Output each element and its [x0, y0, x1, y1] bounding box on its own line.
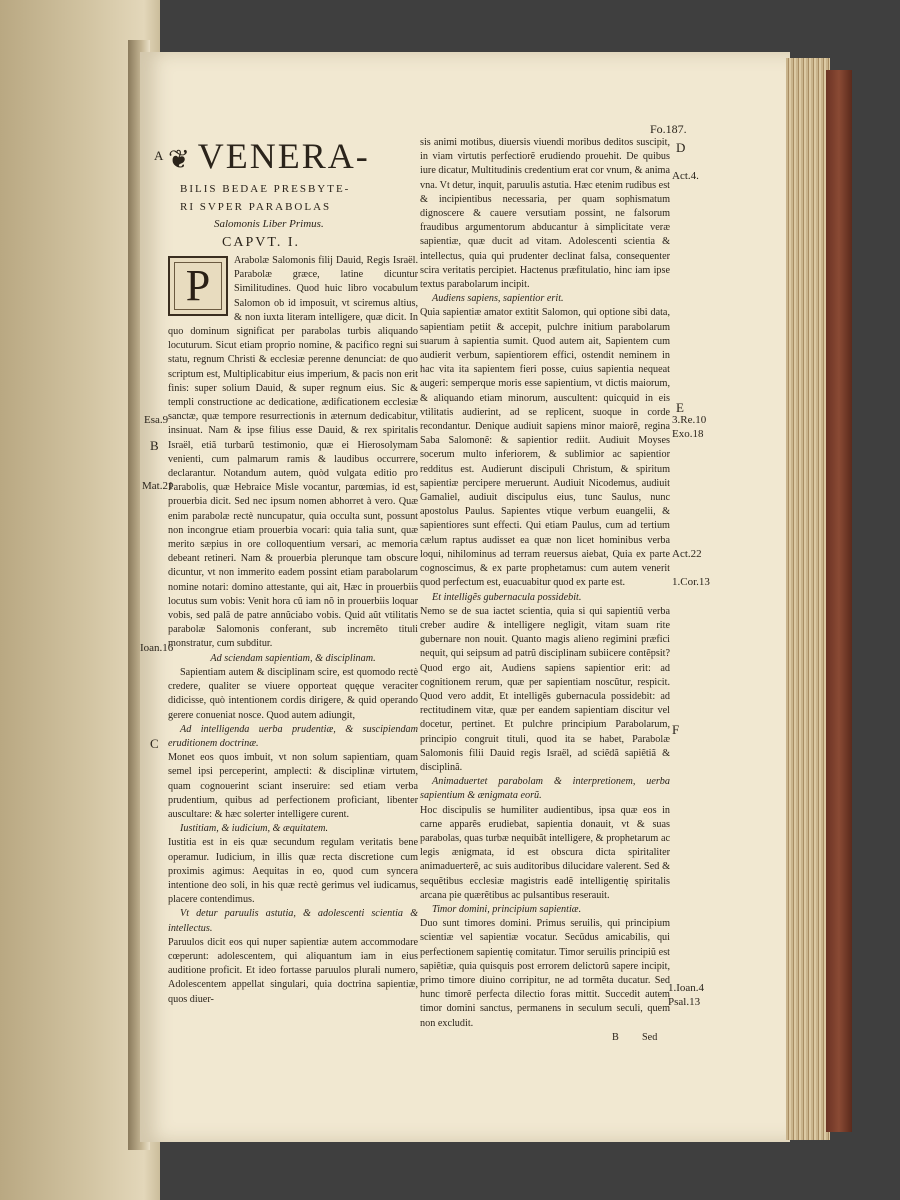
lemma: Et intelligẽs gubernacula possidebit.	[432, 591, 582, 603]
left-column	[168, 136, 418, 1007]
right-column	[420, 136, 670, 1045]
book-cover-edge	[826, 70, 852, 1132]
margin-ref-psal13: Psal.13	[668, 996, 701, 1008]
paragraph: Paruulos dicit eos qui nuper sapientiæ autem accommodare cœperunt: adolescentem, qui aliquantum iam in eius auditione proficit. Et ideo fortasse paruulos plurali numero, Adolescentem appellat singulari, quia doctrina sapientiæ, quos diuer-	[168, 936, 418, 1005]
title-line-2: BILIS BEDAE PRESBYTE-	[180, 183, 351, 195]
paragraph: Hoc discipulis se humiliter audientibus, ipsa quæ eos in carne apparẽs erudiebat, sapientia donauit, vt & suas parabolas, quas turbæ nequibãt intelligere, & prophetarum ac legis ænigmata, id est obscura dicta spiritaliter animaduerterẽ, ac suis auditoribus dilucidare valerent. Sed & sequẽtibus ecclesiæ magistris eadẽ intelligentię spiritalis arcana pie quærẽtibus ac pulsantibus reserauit.	[420, 804, 670, 901]
title-line-3: RI SVPER PARABOLAS	[180, 201, 332, 213]
lemma: Timor domini, principium sapientiæ.	[432, 903, 582, 915]
catchword-line	[420, 1031, 670, 1045]
title-line-4: Salomonis Liber Primus.	[214, 218, 324, 230]
margin-letter-d: D	[676, 140, 686, 155]
margin-ref-esa9: Esa.9	[144, 414, 169, 426]
lemma: Audiens sapiens, sapientior erit.	[432, 293, 564, 305]
page-edges	[786, 58, 830, 1140]
paragraph: Iustitia est in eis quæ secundum regulam veritatis bene operamur. Iudicium, in illis quæ recta discretione cum proximis agimus: Aequitas in eo, quod cum syncera intentione deo soli, in his quæ rectè gerimus vel iudicamus, placere contendimus.	[168, 837, 418, 906]
margin-ref-1cor13: 1.Cor.13	[672, 576, 710, 588]
decorated-initial: P	[168, 256, 228, 316]
margin-ref-3re10: 3.Re.10	[672, 414, 707, 426]
lemma: Animaduertet parabolam & interpretionem, uerba sapientium & ænigmata eorũ.	[420, 776, 670, 802]
margin-letter-c: C	[150, 736, 159, 751]
margin-letter-a: A	[154, 148, 164, 163]
lemma: Ad sciendam sapientiam, & disciplinam.	[210, 652, 376, 664]
paragraph: Duo sunt timores domini. Primus seruilis, qui principium scientiæ vel sapientiæ vocatur. Secũdus amicabilis, qui perfectionem sapientię comitatur. Timor seruilis principiũ est sapiẽtiæ, quia quisquis post errorem delictorũ sapere incipit, primo timore diuino corripitur, ne ad tormẽta ducatur. Sed hunc timorẽ perfecta dilectio foras mittit. Succedit autem timor domini sanctus, permanens in seculum seculi, quem non excludit.	[420, 918, 670, 1029]
paragraph: Arabolæ Salomonis filij Dauid, Regis Israël. Parabolæ græce, latine dicuntur Similitudines. Quod huic libro vocabulum Salomon ob id imposuit, vt sciremus altius, & non iuxta literam intelligere, quæ dicit. In quo dominum significat per parabolas turbis aliquando locuturum. Sicut etiam proprio nomine, & pacifico regni sui statu, regnum Christi & ecclesiæ perenne denunciat: de quo scriptum est, Multiplicabitur eius imperium, & pacis non erit finis: super solium Dauid, & super regnum eius. Sic & templi constructione ac dedicatione, ædificationem ecclesiæ sanctæ, quæ tempore resurrectionis in æternum dedicabitur, insinuat. Nam & ipse filius esse Dauid, & rex spiritalis Israël, etiã turbarũ testimonio, quæ ei Hierosolymam venienti, cum palmarum ramis & laudibus occurrere, declarantur. Notandum autem, quòd vulgata editio pro Parabolis, quæ Hebraice Misle vocantur, parœmias, id est, prouerbia dicit. Sed nec ipsum nomen abhorret à vero. Quæ enim parabolæ rectè nuncupatur, quia occulta sunt, possunt non incongrue etiam prouerbia vocari: quia talia sunt, quæ merito sæpius in ore colloquentium versari, ac memoria debeant retineri. Nam & prouerbia plerunque tam obscure dicuntur, vt non immerito eadem possint etiam parabolarum nomine notari: domino attestante, qui ait, Hæc in prouerbiis locutus sum vobis: Venit hora cũ iam nõ in prouerbiis loquar vobis, sed palã de patre annũciabo vobis. Quid aũt vtilitatis parabolæ Salomonis conferant, sub incremẽto tituli monstratur, cum subditur.	[168, 255, 418, 650]
margin-ref-1ioan4: 1.Ioan.4	[668, 982, 705, 994]
lemma: Vt detur paruulis astutia, & adolescenti scientia & intellectus.	[168, 908, 418, 934]
paragraph: Monet eos quos imbuit, vt non solum sapientiam, quam semel ipsi perceperint, amplecti: & disciplinæ virtutem, quam cognouerint sciant inseruire: sed etiam verba prudentium, quibus ad perfectionem proficiant, libenter auscultare: & hæc solerter intelligere curent.	[168, 752, 418, 820]
lemma: Ad intelligenda uerba prudentiæ, & suscipiendam eruditionem doctrinæ.	[168, 723, 418, 749]
lemma: Iustitiam, & iudicium, & æquitatem.	[180, 823, 328, 835]
title-line-1: ❦ VENERA-	[168, 136, 370, 176]
margin-ref-exo18: Exo.18	[672, 428, 704, 440]
chapter-heading: CAPVT. I.	[222, 235, 301, 250]
paragraph: sis animi motibus, diuersis viuendi moribus deditos suscipit, in viam virtutis perfectiorẽ erudiendo prouehit. De quibus iure dicatur, Multitudinis credentium erat cor vnum, & anima vna. Vt detur, inquit, paruulis astutia. Hæc etenim rudibus est & incipientibus necessaria, per quam sophismatum dignoscere & cauere versutiam possint, ne falsorum fraudibus argumentorum abducantur à simplicitate veræ sapientiæ, quæ ducit ad vitam. Adolescenti scientia & intellectus, quia qui prudenter declinat falsa, consequenter scira veritatis percipiet. Hactenus præfitulatio, hinc iam ipse textus parabolarum incipit.	[420, 137, 670, 291]
paragraph: Nemo se de sua iactet scientia, quia si qui sapientiũ verba creber audire & intelligere negligit, vitam suam rite gubernare non nouit. Quanto magis alieno regimini præfici nequit, qui seipsum ad patrũ disciplinam subiicere contẽpsit? Quod ergo ait, Audiens sapiens sapientior erit: ad cognitionem rerum, quæ per sapientiam noscũtur, respicit. Quod vero addit, Et intelligẽs gubernacula possidebit: ad rectitudinem vitæ, quæ per eandem sapientiam discitur vel docetur, pertinet. Et pulchre principium Parabolarum, principio congruit tituli, quod ita se habet, Parabolæ Salomonis filii Dauid regis Israël, ad sciẽdã sapiẽtiã & disciplinã.	[420, 605, 670, 773]
margin-ref-act22: Act.22	[672, 548, 702, 560]
margin-ref-ioan16: Ioan.16	[140, 642, 174, 654]
margin-ref-act4: Act.4.	[672, 170, 699, 182]
folio-number: Fo.187.	[650, 122, 687, 136]
margin-ref-mat21: Mat.21	[142, 480, 174, 492]
paragraph: Sapientiam autem & disciplinam scire, est quomodo rectè credere, qualiter se viuere opporteat quęque veraciter didicisse, quò intentionem cordis dirigere, & quid operando gerere conueniat nosce. Quod autem adiungit,	[168, 666, 418, 721]
margin-letter-b: B	[150, 438, 159, 453]
paragraph: Quia sapientiæ amator extitit Salomon, qui optione sibi data, sapientiam petiit & accepit, pulchre initium parabolarum suarum à sapientia sumit. Quod autem ait, Sapientem cum audierit verbum, sapientiorem effici, ostendit neminem in hac vita ita sapientem fieri posse, cuius sapientia nequeat augeri: semperque moris esse sapientium, vt dictis maiorum, & aliquando etiam minorum, auscultent: quicquid in eis vtilitatis audierint, ad se replicent, suoque in corde recondantur. Denique audiuit sapiens minor maiorẽ, regina Saba Salomonẽ: & sapientior rediit. Audiuit Moyses socerum multo inferiorem, & sublimior ac sapientior redditus est. Audierunt discipuli Christum, & spiritum sapientiæ percipere meruerunt. Audiuit Nicodemus, audiuit Gamaliel, audiuit discipulus eius, tunc Saulus, nunc apostolus Paulus. Sapientes vtique verbum euangelii, & sapientiores sunt effecti. Qui etiam Paulus, cum ad tertium cælum raptus audisset ea quæ non licet hominibus verba loqui, nihilominus ad terram reuersus aiebat, Quia ex parte cognoscimus, & ex parte prophetamus: cum autem venerit quod perfectum est, euacuabitur quod ex parte est.	[420, 307, 670, 589]
margin-letter-e: E	[676, 400, 684, 415]
signature-mark: B	[612, 1031, 619, 1043]
ornament-icon: ❦	[168, 145, 192, 174]
catchword: Sed	[642, 1031, 658, 1043]
margin-letter-f: F	[672, 722, 680, 737]
